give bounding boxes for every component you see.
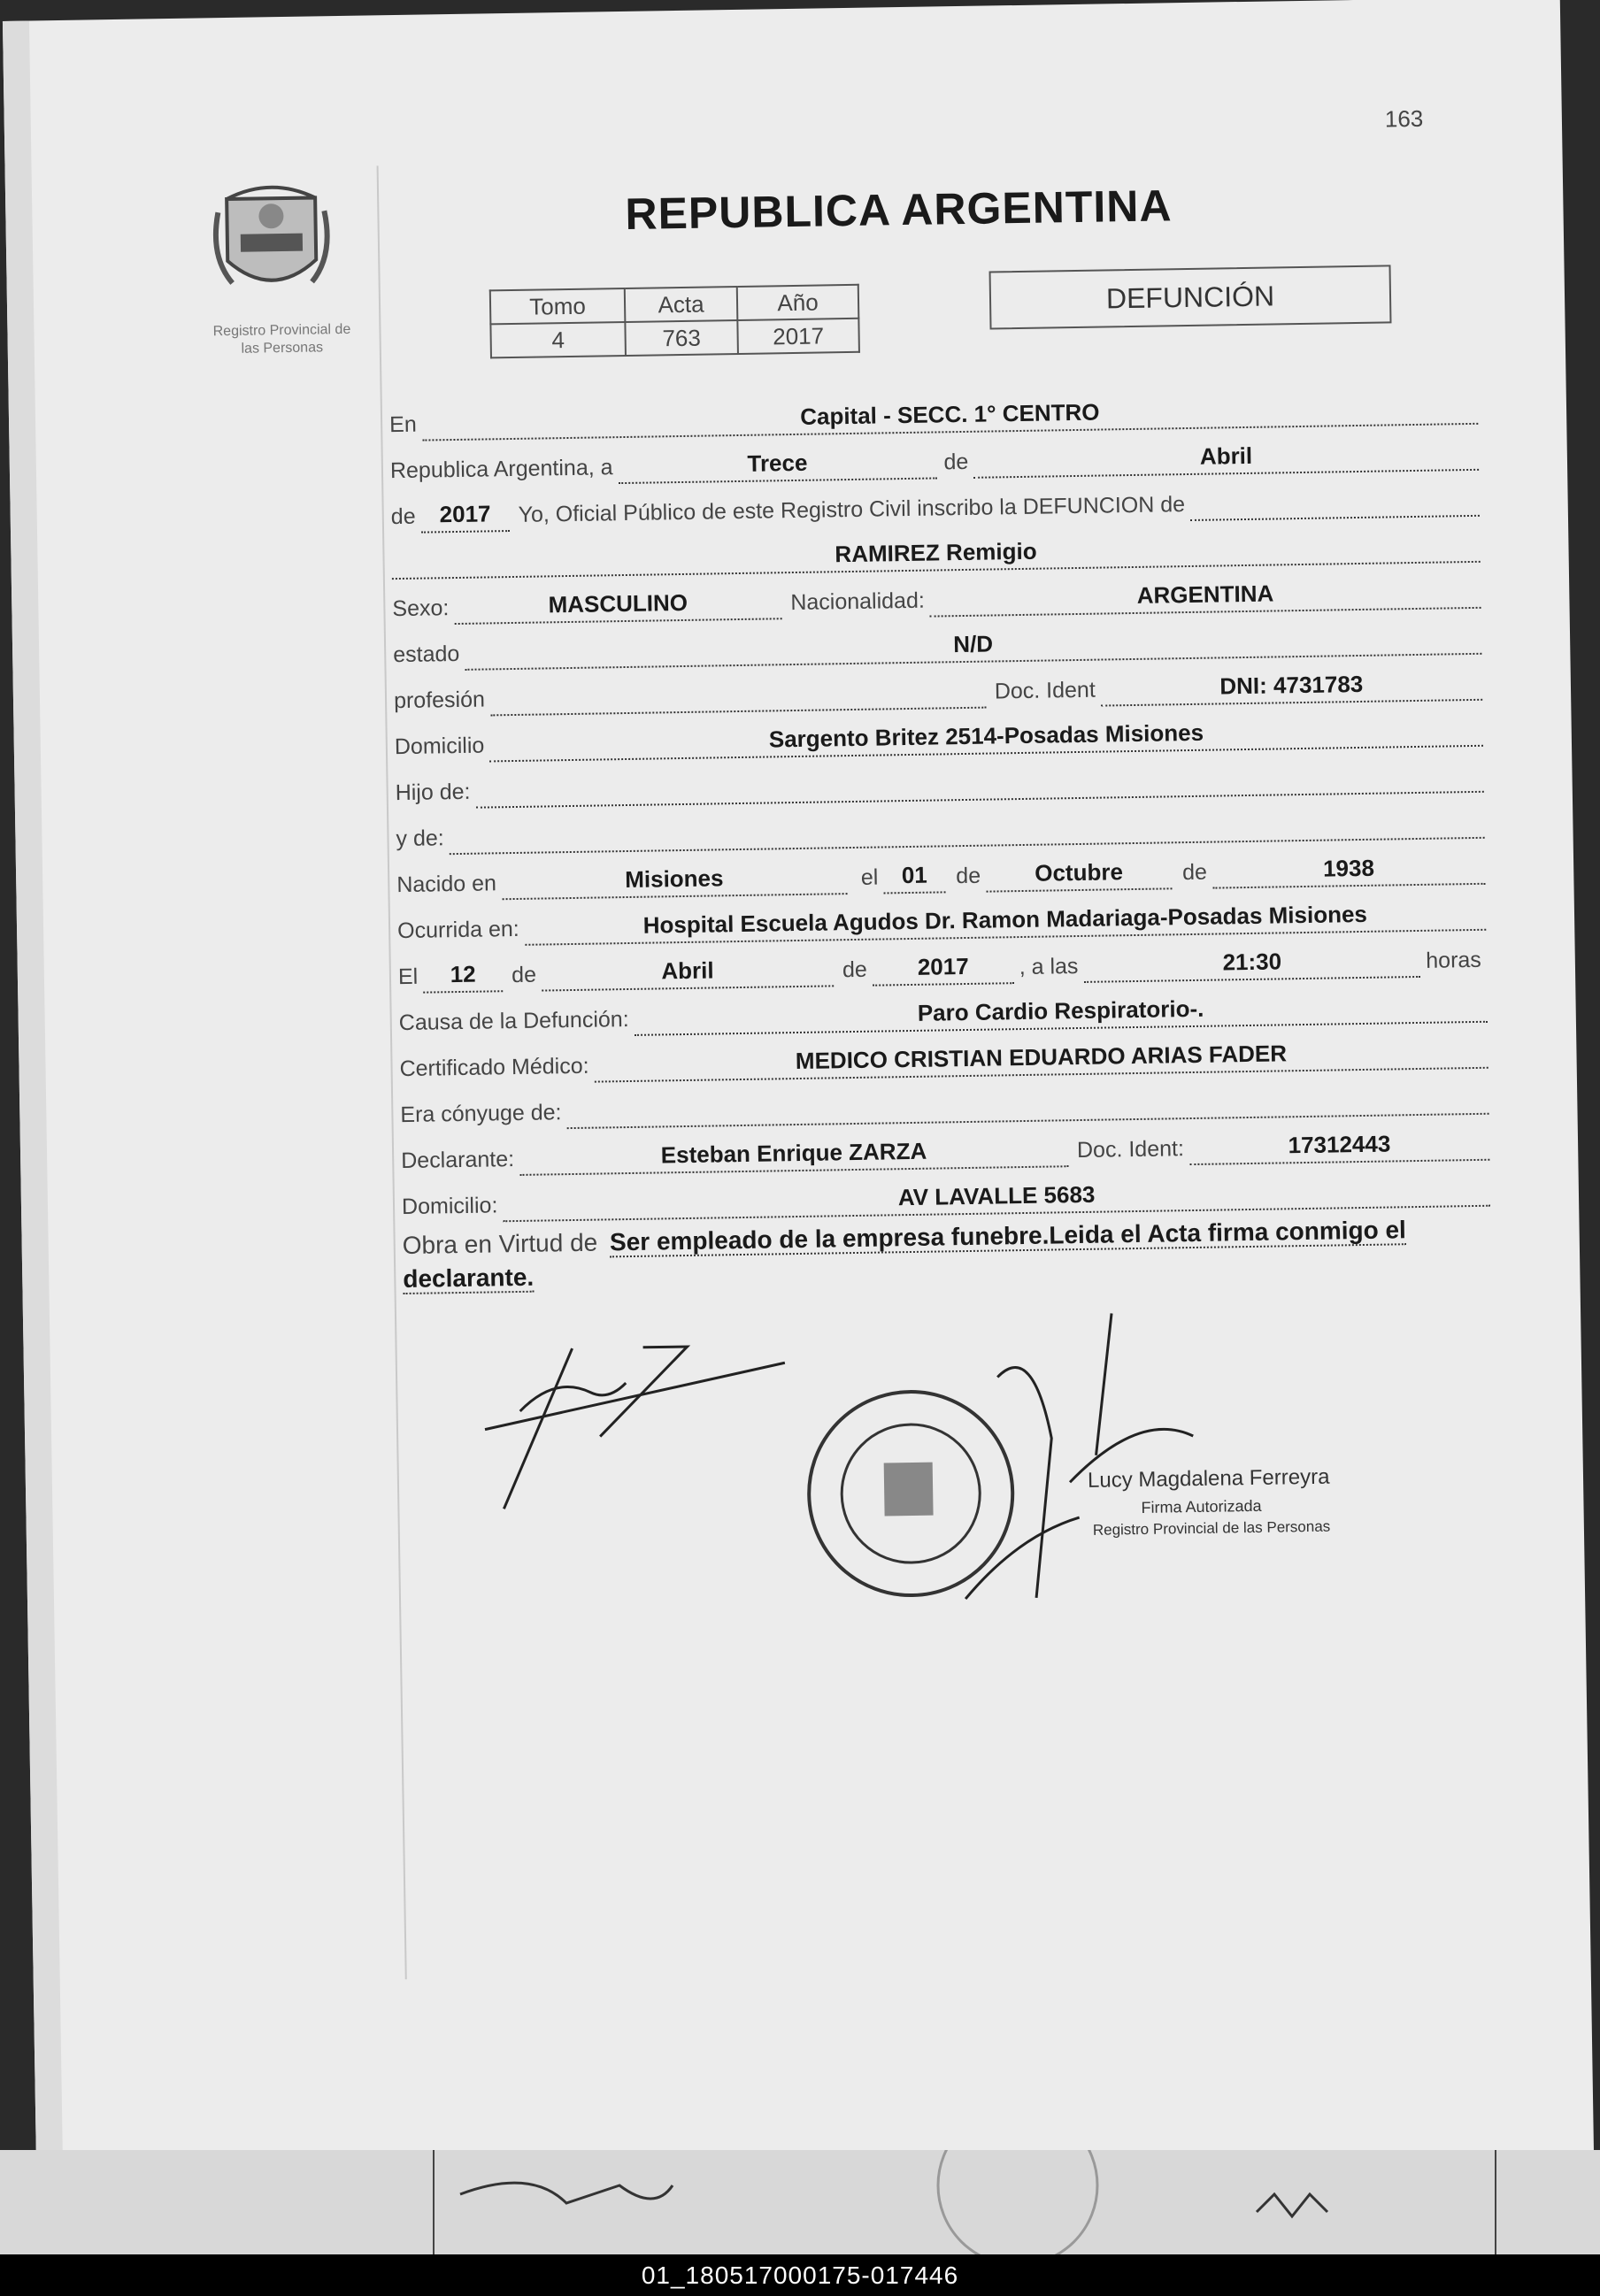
label-ocurrida-en: Ocurrida en: bbox=[396, 916, 519, 944]
sheet-edge bbox=[3, 21, 63, 2180]
signature-area bbox=[465, 1300, 1445, 1739]
label-nacionalidad: Nacionalidad: bbox=[790, 587, 926, 616]
label-de: de bbox=[511, 962, 537, 988]
acta-header: Acta bbox=[625, 287, 738, 322]
field-def-hora: 21:30 bbox=[1083, 946, 1420, 983]
label-de: de bbox=[943, 449, 969, 475]
label-sexo: Sexo: bbox=[392, 595, 450, 622]
label-doc-ident2: Doc. Ident: bbox=[1076, 1136, 1185, 1163]
field-def-mes: Abril bbox=[542, 955, 835, 991]
image-id-label: 01_180517000175-017446 bbox=[641, 2261, 959, 2289]
label-causa: Causa de la Defunción: bbox=[398, 1006, 629, 1036]
footer-bar bbox=[0, 2254, 1600, 2296]
field-lugar: Capital - SECC. 1° CENTRO bbox=[421, 393, 1478, 442]
label-doc-ident: Doc. Ident bbox=[994, 677, 1096, 704]
label-de: de bbox=[842, 956, 867, 983]
registry-caption-line1: Registro Provincial de bbox=[212, 321, 351, 340]
label-el-cap: El bbox=[397, 964, 419, 990]
anio-header: Año bbox=[737, 285, 859, 320]
declarant-signature-icon bbox=[484, 1345, 788, 1509]
field-declarante-domicilio: AV LAVALLE 5683 bbox=[503, 1175, 1490, 1223]
next-page-stub bbox=[0, 2150, 1600, 2254]
field-def-anio: 2017 bbox=[872, 952, 1014, 987]
label-el: el bbox=[860, 864, 879, 890]
registry-seal-icon bbox=[807, 1390, 1014, 1597]
label-profesion: profesión bbox=[393, 687, 486, 714]
label-de: de bbox=[390, 503, 416, 530]
field-declarante: Esteban Enrique ZARZA bbox=[519, 1135, 1068, 1176]
field-causa: Paro Cardio Respiratorio-. bbox=[634, 991, 1488, 1036]
registry-caption-line2: las Personas bbox=[241, 340, 324, 357]
label-certificado: Certificado Médico: bbox=[399, 1053, 589, 1082]
label-en: En bbox=[388, 411, 417, 438]
death-record-form bbox=[389, 379, 1492, 1296]
label-obra: Obra en Virtud de bbox=[402, 1228, 598, 1260]
label-hijo-de: Hijo de: bbox=[395, 779, 471, 806]
label-a-las: , a las bbox=[1019, 954, 1079, 980]
label-yo-oficial: Yo, Oficial Público de este Registro Civil inscribo la DEFUNCION de bbox=[518, 492, 1186, 527]
country-title: REPUBLICA ARGENTINA bbox=[625, 180, 1173, 239]
label-domicilio: Domicilio bbox=[394, 733, 485, 760]
officer-signature-icon bbox=[961, 1312, 1196, 1599]
field-certificado: MEDICO CRISTIAN EDUARDO ARIAS FADER bbox=[594, 1037, 1488, 1083]
field-nacionalidad: ARGENTINA bbox=[930, 577, 1481, 618]
label-domicilio2: Domicilio: bbox=[401, 1193, 498, 1220]
field-dia-texto: Trece bbox=[618, 447, 937, 484]
stub-marks-svg bbox=[0, 2150, 1600, 2254]
provincial-crest-icon bbox=[209, 175, 335, 310]
field-def-dia: 12 bbox=[423, 960, 504, 993]
officer-role: Firma Autorizada bbox=[1141, 1496, 1262, 1517]
field-domicilio: Sargento Britez 2514-Posadas Misiones bbox=[489, 715, 1483, 763]
field-nacido-en: Misiones bbox=[502, 863, 848, 900]
field-nac-anio: 1938 bbox=[1212, 853, 1486, 889]
acta-value: 763 bbox=[625, 320, 738, 356]
field-obra-en-virtud: Ser empleado de la empresa funebre.Leida el Acta firma conmigo el declarante. bbox=[403, 1216, 1407, 1294]
field-blank bbox=[1190, 485, 1480, 521]
label-estado: estado bbox=[393, 641, 460, 668]
label-nacido-en: Nacido en bbox=[396, 871, 497, 898]
field-mes-texto: Abril bbox=[973, 439, 1479, 479]
reference-table bbox=[489, 284, 860, 359]
officer-office: Registro Provincial de las Personas bbox=[1092, 1517, 1331, 1539]
record-type-box: DEFUNCIÓN bbox=[989, 265, 1392, 329]
label-horas: horas bbox=[1426, 947, 1482, 973]
field-sexo: MASCULINO bbox=[454, 587, 782, 625]
label-de: de bbox=[1181, 859, 1208, 886]
label-y-de: y de: bbox=[396, 825, 444, 852]
registry-caption bbox=[184, 320, 380, 358]
field-estado: N/D bbox=[465, 623, 1481, 671]
field-nac-mes: Octubre bbox=[986, 857, 1173, 892]
label-republica: Republica Argentina, a bbox=[389, 455, 613, 484]
field-anio: 2017 bbox=[420, 500, 510, 534]
field-nac-dia: 01 bbox=[883, 861, 946, 894]
field-nombre: RAMIREZ Remigio bbox=[391, 531, 1480, 580]
field-doc-ident: DNI: 4731783 bbox=[1101, 669, 1483, 707]
field-declarante-doc: 17312443 bbox=[1189, 1129, 1490, 1165]
anio-value: 2017 bbox=[737, 319, 859, 354]
label-de: de bbox=[956, 863, 981, 889]
label-declarante: Declarante: bbox=[401, 1147, 515, 1174]
field-ocurrida-en: Hospital Escuela Agudos Dr. Ramon Madariaga-Posadas Misiones bbox=[524, 899, 1486, 946]
page-number: 163 bbox=[1384, 104, 1424, 133]
officer-name: Lucy Magdalena Ferreyra bbox=[1087, 1464, 1330, 1493]
label-conyuge: Era cónyuge de: bbox=[400, 1100, 562, 1128]
tomo-header: Tomo bbox=[490, 288, 626, 324]
document-sheet bbox=[3, 0, 1594, 2180]
tomo-value: 4 bbox=[490, 322, 626, 357]
